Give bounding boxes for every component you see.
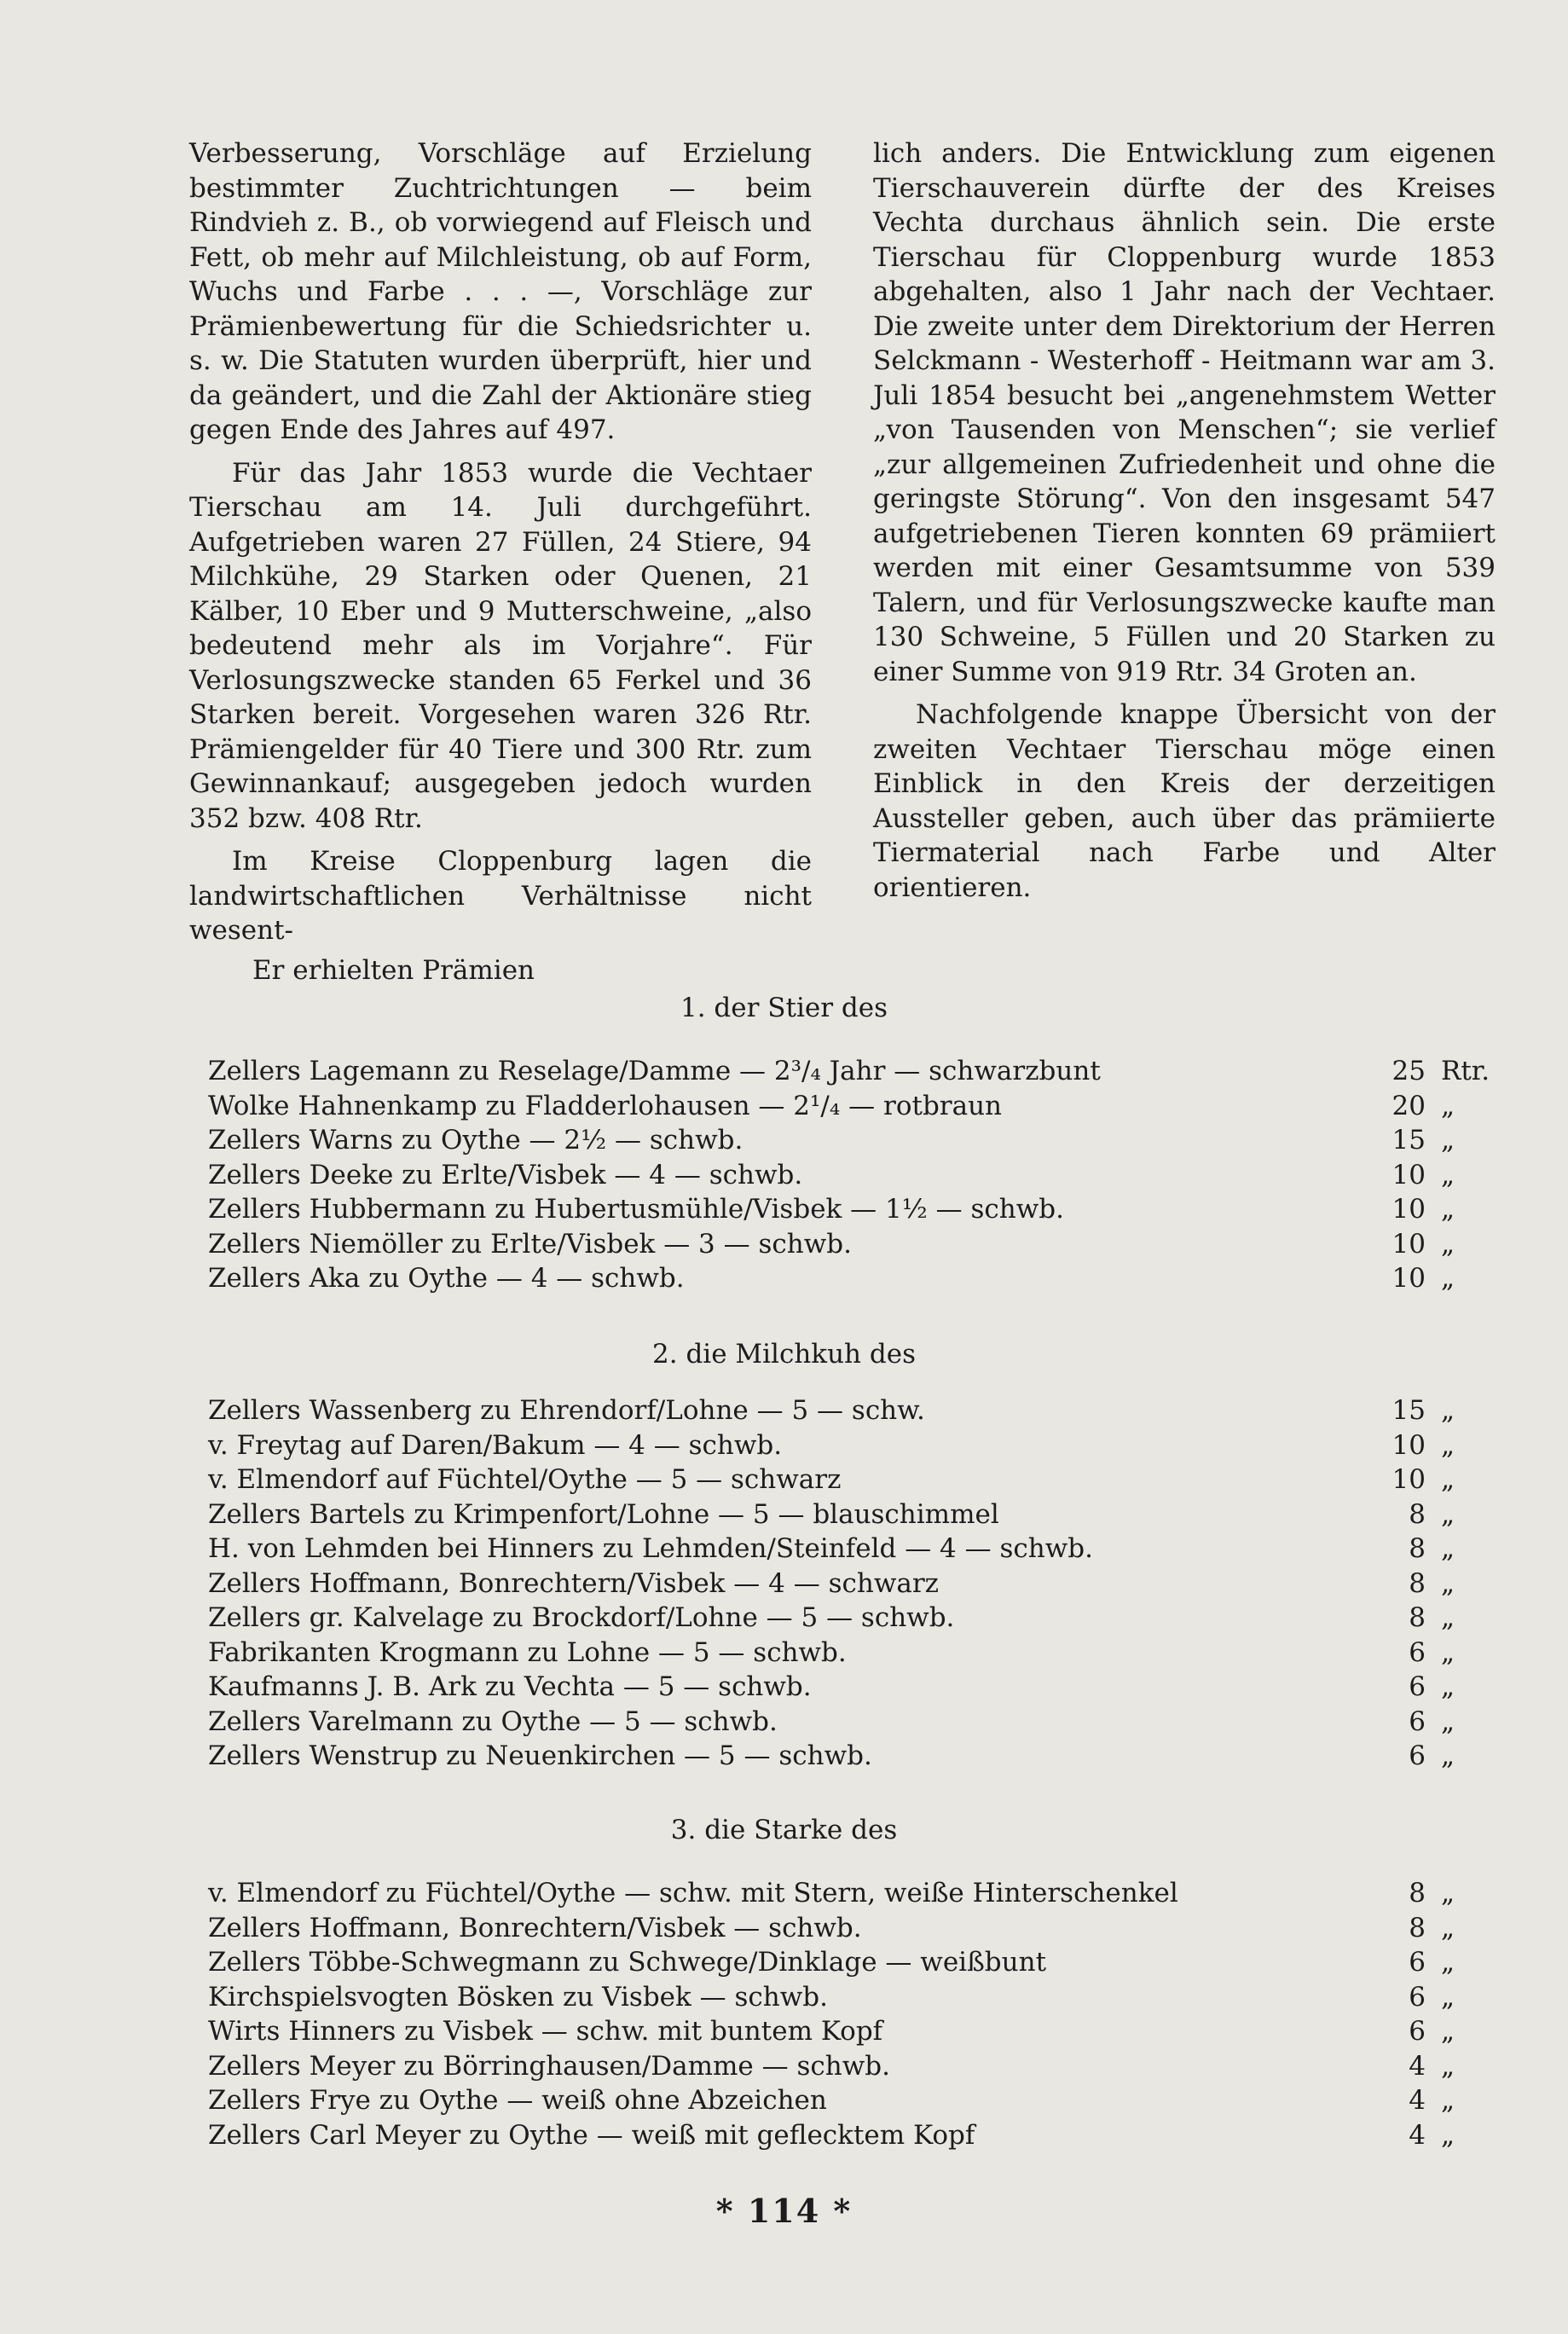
award-amount: 8 „ [1409,1567,1455,1599]
awards-intro: Er erhielten Prämien [252,955,535,986]
award-amount: 4 „ [1409,2085,1455,2116]
award-amount: 4 „ [1409,2119,1455,2151]
award-row [208,1497,1487,1532]
award-row [208,1192,1487,1227]
award-list-milk-cows [208,1393,1487,1774]
award-row [208,1739,1487,1774]
award-row [208,2083,1487,2118]
left-column [189,136,812,957]
award-recipient: Zellers Niemöller zu Erlte/Visbek — 3 — schwb. [208,1228,852,1260]
award-amount: 6 „ [1409,1740,1455,1771]
award-row [208,1462,1487,1497]
award-recipient: Zellers Bartels zu Krimpenfort/Lohne — 5 — blauschimmel [208,1498,999,1530]
award-amount: 6 „ [1409,2016,1455,2047]
award-recipient: Zellers Warns zu Oythe — 2½ — schwb. [208,1125,743,1155]
award-amount: 10 „ [1392,1464,1455,1495]
award-recipient: Fabrikanten Krogmann zu Lohne — 5 — schwb. [208,1636,847,1668]
award-row [208,1911,1487,1946]
award-recipient: Zellers gr. Kalvelage zu Brockdorf/Lohne — 5 — schwb. [208,1602,955,1633]
award-recipient: Zellers Hubbermann zu Hubertusmühle/Visbek — 1½ — schwb. [208,1194,1064,1225]
award-recipient: Zellers Lagemann zu Reselage/Damme — 2³/₄ Jahr — schwarzbunt [208,1056,1101,1086]
award-row [208,1636,1487,1671]
award-row [208,2014,1487,2049]
award-recipient: Zellers Wenstrup zu Neuenkirchen — 5 — schwb. [208,1740,872,1771]
award-amount: 10 „ [1392,1228,1455,1260]
award-recipient: Zellers Hoffmann, Bonrechtern/Visbek — schwb. [208,1912,862,1943]
award-amount: 10 „ [1392,1429,1455,1461]
award-row [208,1670,1487,1705]
award-recipient: Wirts Hinners zu Visbek — schw. mit buntem Kopf [208,2016,883,2047]
award-amount: 8 „ [1409,1912,1455,1943]
award-recipient: Zellers Wassenberg zu Ehrendorf/Lohne — 5 — schw. [208,1395,925,1426]
award-amount: 6 „ [1409,1706,1455,1737]
paragraph: Für das Jahr 1853 wurde die Vechtaer Tierschau am 14. Juli durchgeführt. Aufgetrieben waren 27 Füllen, 24 Stiere, 94 Milchkühe, 29 Starken oder Quenen, 21 Kälber, 10 Eber und 9 Mutterschweine, „also bedeutend mehr als im Vorjahre“. Für Verlosungszwecke standen 65 Ferkel und 36 Starken bereit. Vorgesehen waren 326 Rtr. Prämiengelder für 40 Tiere und 300 Rtr. zum Gewinnankauf; ausgegeben jedoch wurden 352 bzw. 408 Rtr. [189,457,812,834]
award-recipient: Kirchspielsvogten Bösken zu Visbek — schwb. [208,1981,828,2013]
award-recipient: v. Elmendorf zu Füchtel/Oythe — schw. mit Stern, weiße Hinterschenkel [208,1878,1178,1908]
paragraph: Nachfolgende knappe Übersicht von der zweiten Vechtaer Tierschau möge einen Einblick in den Kreis der derzeitigen Aussteller geben, auch über das prämiierte Tiermaterial nach Farbe und Alter orientieren. [873,699,1496,903]
award-amount: 8 „ [1409,1878,1455,1908]
award-amount: 10 „ [1392,1263,1455,1294]
award-row [208,1567,1487,1601]
paragraph: Im Kreise Cloppenburg lagen die landwirtschaftlichen Verhältnisse nicht wesent- [189,846,812,946]
award-recipient: v. Freytag auf Daren/Bakum — 4 — schwb. [208,1429,783,1461]
award-recipient: Zellers Varelmann zu Oythe — 5 — schwb. [208,1706,778,1737]
award-recipient: Wolke Hahnenkamp zu Fladderlohausen — 2¹/₄ — rotbraun [208,1090,1003,1121]
award-row [208,1123,1487,1158]
award-amount: 10 „ [1392,1194,1455,1225]
award-row [208,2049,1487,2084]
award-recipient: v. Elmendorf auf Füchtel/Oythe — 5 — schwarz [208,1464,842,1495]
award-amount: 6 „ [1409,1636,1455,1668]
award-row [208,1227,1487,1262]
award-recipient: Zellers Carl Meyer zu Oythe — weiß mit geflecktem Kopf [208,2119,975,2151]
award-row [208,1261,1487,1296]
award-recipient: H. von Lehmden bei Hinners zu Lehmden/Steinfeld — 4 — schwb. [208,1533,1093,1564]
paragraph: Verbesserung, Vorschläge auf Erzielung bestimmter Zuchtrichtungen — beim Rindvieh z. B., ob vorwiegend auf Fleisch und Fett, ob mehr auf Milchleistung, ob auf Form, Wuchs und Farbe . . . —, Vorschläge zur Prämienbewertung für die Schiedsrichter u. s. w. Die Statuten wurden überprüft, hier und da geändert, und die Zahl der Aktionäre stieg gegen Ende des Jahres auf 497. [189,138,812,445]
award-row [208,1393,1487,1428]
paragraph: lich anders. Die Entwicklung zum eigenen Tierschauverein dürfte der des Kreises Vechta durchaus ähnlich sein. Die erste Tierschau für Cloppenburg wurde 1853 abgehalten, also 1 Jahr nach der Vechtaer. Die zweite unter dem Direktorium der Herren Selckmann - Westerhoff - Heitmann war am 3. Juli 1854 besucht bei „angenehmstem Wetter „von Tausenden von Menschen“; sie verlief „zur allgemeinen Zufriedenheit und ohne die geringste Störung“. Von den insgesamt 547 aufgetriebenen Tieren konnten 69 prämiiert werden mit einer Gesamtsumme von 539 Talern, und für Verlosungszwecke kaufte man 130 Schweine, 5 Füllen und 20 Starken zu einer Summe von 919 Rtr. 34 Groten an. [873,138,1496,687]
award-recipient: Zellers Többe-Schwegmann zu Schwege/Dinklage — weißbunt [208,1947,1047,1978]
award-row [208,1601,1487,1636]
award-recipient: Zellers Hoffmann, Bonrechtern/Visbek — 4 — schwarz [208,1567,939,1599]
page-number: * 114 * [715,2192,853,2230]
right-column [873,136,1496,913]
award-row [208,1428,1487,1463]
award-recipient: Zellers Meyer zu Börringhausen/Damme — schwb. [208,2050,890,2082]
award-amount: 6 „ [1409,1981,1455,2013]
award-row [208,1054,1490,1089]
award-amount: 15 „ [1392,1395,1455,1426]
category-title: 2. die Milchkuh des [652,1339,916,1370]
award-amount: 25 Rtr. [1392,1056,1490,1086]
award-list-heifers [208,1876,1487,2152]
award-list-bulls [208,1054,1490,1296]
award-row [208,1980,1487,2015]
award-amount: 6 „ [1409,1947,1455,1978]
award-row [208,1158,1487,1193]
award-amount: 6 „ [1409,1671,1455,1702]
award-amount: 8 „ [1409,1602,1455,1633]
award-amount: 20 „ [1392,1090,1455,1121]
award-recipient: Zellers Deeke zu Erlte/Visbek — 4 — schwb. [208,1159,803,1190]
award-amount: 4 „ [1409,2050,1455,2082]
category-title: 3. die Starke des [670,1815,898,1845]
award-amount: 8 „ [1409,1533,1455,1564]
award-recipient: Zellers Aka zu Oythe — 4 — schwb. [208,1263,685,1294]
award-amount: 10 „ [1392,1159,1455,1190]
category-title: 1. der Stier des [680,993,888,1023]
award-row [208,1532,1487,1567]
award-row [208,1945,1487,1980]
award-recipient: Zellers Frye zu Oythe — weiß ohne Abzeichen [208,2085,827,2116]
award-row [208,1876,1487,1911]
award-row [208,1089,1487,1124]
award-row [208,1705,1487,1740]
award-row [208,2118,1487,2153]
award-amount: 15 „ [1392,1125,1455,1155]
award-amount: 8 „ [1409,1498,1455,1530]
award-recipient: Kaufmanns J. B. Ark zu Vechta — 5 — schwb. [208,1671,812,1702]
